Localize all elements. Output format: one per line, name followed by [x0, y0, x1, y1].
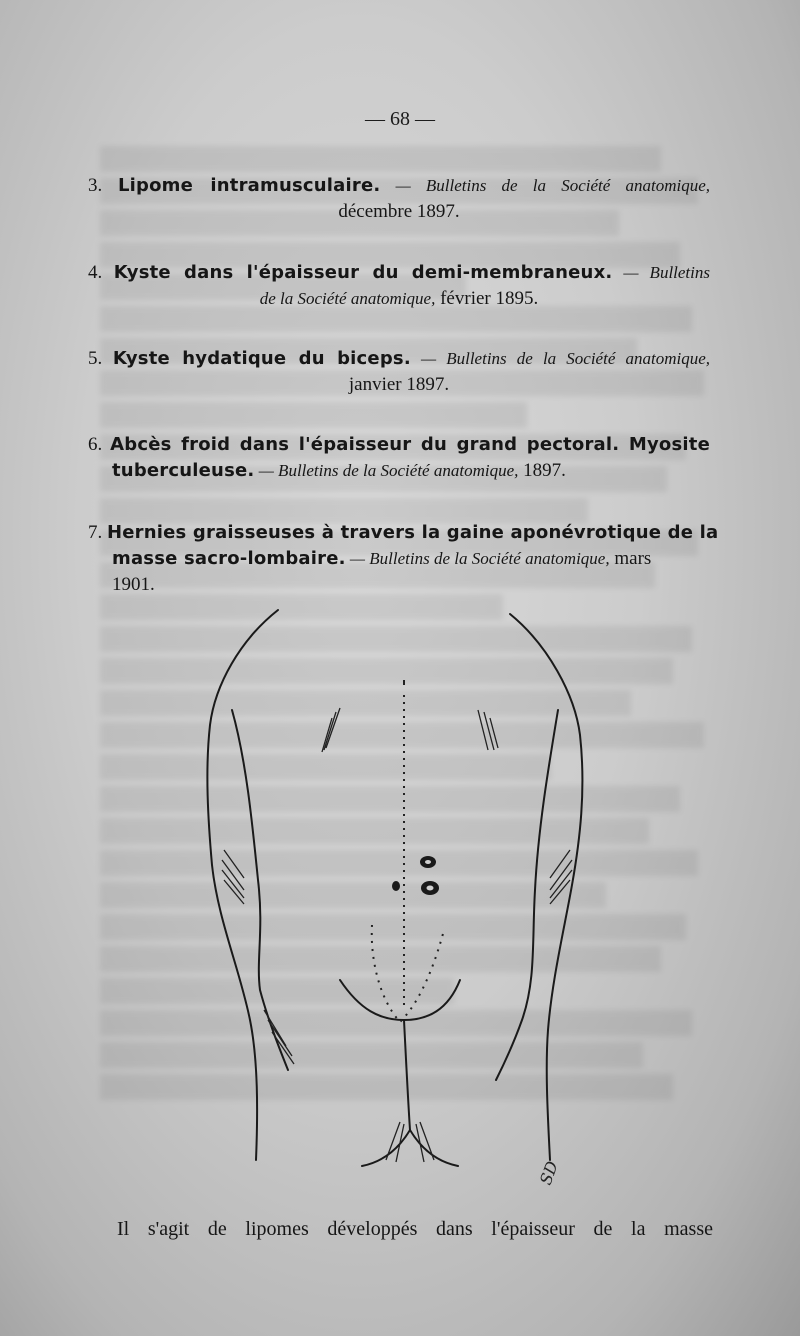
entry-line — [88, 432, 710, 458]
right-buttock — [410, 1130, 458, 1166]
entry-date: janvier 1897. — [348, 374, 450, 395]
artist-signature: SD — [535, 1158, 562, 1188]
entry-title: Hernies graisseuses à travers la gaine aponévrotique de la — [107, 522, 719, 543]
left-torso-contour — [232, 710, 288, 1070]
entry-date: février 1895. — [435, 288, 539, 309]
bibliography-entry-7 — [88, 520, 719, 598]
entry-source-cont: de la Société anatomique, — [259, 289, 436, 308]
entry-number: 5. — [88, 348, 103, 369]
entry-line — [88, 346, 710, 372]
entry-continuation — [88, 458, 710, 484]
entry-number: 4. — [88, 262, 103, 283]
entry-source: — Bulletins de la Société anatomique, — [380, 176, 711, 195]
left-arm-outline — [207, 610, 278, 1160]
bibliography-entry-4 — [88, 260, 710, 312]
bibliography-entry-3 — [88, 173, 710, 225]
entry-number: 7. — [88, 522, 103, 543]
entry-line — [88, 260, 710, 286]
lipoma-dotted-outline — [372, 925, 444, 1022]
buttocks-cleft — [404, 1020, 410, 1130]
right-arm-outline — [510, 614, 582, 1160]
body-text-line: Il s'agit de lipomes développés dans l'épaisseur de la masse — [117, 1218, 713, 1240]
bibliography-entry-6 — [88, 432, 710, 484]
entry-title: Abcès froid dans l'épaisseur du grand pectoral. Myosite — [110, 434, 710, 455]
entry-title: Lipome intramusculaire. — [117, 175, 381, 196]
lower-back-curve — [340, 980, 460, 1020]
page-number: — 68 — — [365, 108, 435, 130]
entry-title-cont: masse sacro-lombaire. — [112, 548, 346, 569]
bibliography-entry-5 — [88, 346, 710, 398]
entry-title: Kyste dans l'épaisseur du demi-membraneux. — [113, 262, 613, 283]
entry-title: Kyste hydatique du biceps. — [112, 348, 411, 369]
entry-date-cont: 1901. — [112, 574, 155, 595]
entry-source: — Bulletins — [612, 263, 710, 282]
entry-number: 3. — [88, 175, 103, 196]
dimple-mark — [392, 881, 400, 891]
entry-source: — Bulletins de la Société anatomique, — [254, 461, 519, 480]
figure-back-illustration — [160, 600, 640, 1200]
entry-date: mars — [609, 548, 652, 569]
shading-hatches — [222, 708, 572, 1162]
entry-continuation — [88, 546, 710, 572]
left-buttock — [362, 1130, 410, 1166]
entry-source: — Bulletins de la Société anatomique, — [345, 549, 610, 568]
entry-line — [88, 520, 719, 546]
entry-date: 1897. — [518, 460, 566, 481]
entry-line — [88, 173, 710, 199]
entry-source: — Bulletins de la Société anatomique, — [410, 349, 711, 368]
entry-title-cont: tuberculeuse. — [112, 460, 255, 481]
entry-number: 6. — [88, 434, 103, 455]
entry-date: décembre 1897. — [338, 201, 460, 222]
entry-continuation — [88, 286, 710, 312]
